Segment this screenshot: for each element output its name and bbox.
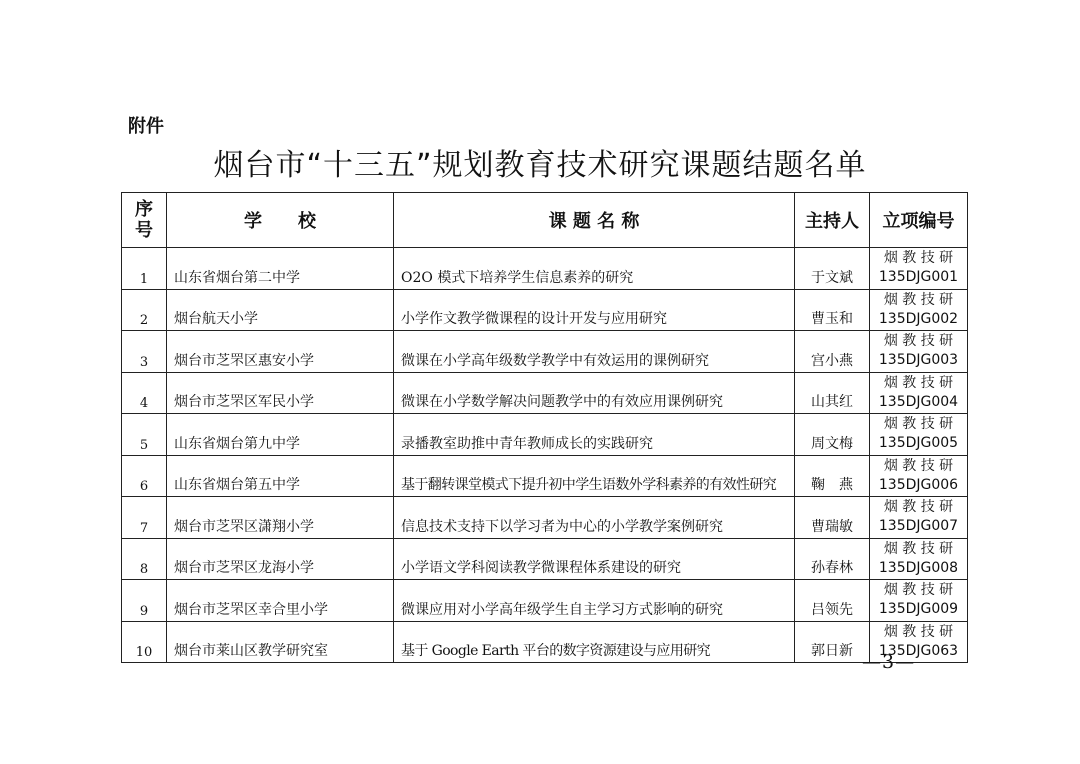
row-code [870,372,968,414]
row-host: 曹瑞敏 [795,497,870,539]
row-seq: 3 [122,331,167,373]
row-topic-text: 基于翻转课堂模式下提升初中学生语数外学科素养的有效性研究 [401,477,777,493]
row-code-number: 135DJG007 [878,518,959,535]
row-host: 周文梅 [795,414,870,456]
row-seq: 6 [122,455,167,497]
row-code-prefix: 烟 教 技 研 [883,499,954,516]
row-code [870,580,968,622]
header-seq-label: 序号 [135,199,153,241]
row-code-prefix: 烟 教 技 研 [883,374,954,391]
row-code [870,289,968,331]
row-code-number: 135DJG008 [878,559,959,576]
row-code-number: 135DJG004 [878,393,959,410]
table-row [122,289,968,331]
document-title: 烟台市“十三五”规划教育技术研究课题结题名单 [213,148,867,183]
row-topic: 信息技术支持下以学习者为中心的小学教学案例研究 [394,497,795,539]
row-code [870,414,968,456]
row-code-prefix: 烟 教 技 研 [883,416,954,433]
row-code-prefix: 烟 教 技 研 [883,250,954,267]
row-seq: 9 [122,580,167,622]
row-code-prefix: 烟 教 技 研 [883,623,954,640]
row-topic: 小学作文教学微课程的设计开发与应用研究 [394,289,795,331]
attachment-label: 附件 [128,116,164,137]
row-topic: 录播教室助推中青年教师成长的实践研究 [394,414,795,456]
row-code-prefix: 烟 教 技 研 [883,333,954,350]
table-row [122,621,968,663]
table-row [122,248,968,290]
row-host: 于文斌 [795,248,870,290]
row-school: 烟台市莱山区教学研究室 [167,621,394,663]
row-school: 山东省烟台第五中学 [167,455,394,497]
row-seq: 1 [122,248,167,290]
row-code [870,248,968,290]
row-code-number: 135DJG001 [878,269,959,286]
row-school: 山东省烟台第九中学 [167,414,394,456]
row-topic [394,455,795,497]
row-code-prefix: 烟 教 技 研 [883,457,954,474]
row-school: 山东省烟台第二中学 [167,248,394,290]
table-row [122,372,968,414]
row-seq: 10 [122,621,167,663]
row-seq: 5 [122,414,167,456]
row-code [870,455,968,497]
row-seq: 8 [122,538,167,580]
row-topic: 小学语文学科阅读教学微课程体系建设的研究 [394,538,795,580]
row-host: 孙春林 [795,538,870,580]
table-row [122,455,968,497]
page-number: —3— [862,651,916,673]
row-host: 宫小燕 [795,331,870,373]
row-code [870,538,968,580]
row-host: 曹玉和 [795,289,870,331]
table-row [122,414,968,456]
row-host: 鞠 燕 [795,455,870,497]
table-row [122,331,968,373]
row-topic [394,621,795,663]
row-seq: 7 [122,497,167,539]
row-code-number: 135DJG003 [878,352,959,369]
row-topic: O2O 模式下培养学生信息素养的研究 [394,248,795,290]
row-code-prefix: 烟 教 技 研 [883,291,954,308]
row-code-number: 135DJG063 [878,642,959,659]
row-host: 吕领先 [795,580,870,622]
row-school: 烟台市芝罘区龙海小学 [167,538,394,580]
header-seq [122,193,167,248]
header-code: 立项编号 [870,193,968,248]
row-code-prefix: 烟 教 技 研 [883,540,954,557]
table-row [122,580,968,622]
row-school: 烟台市芝罘区惠安小学 [167,331,394,373]
row-code-number: 135DJG006 [878,476,959,493]
table-header-row [122,193,968,248]
row-code [870,497,968,539]
row-school: 烟台市芝罘区幸合里小学 [167,580,394,622]
row-school: 烟台航天小学 [167,289,394,331]
header-topic: 课 题 名 称 [394,193,795,248]
row-code-prefix: 烟 教 技 研 [883,582,954,599]
row-topic: 微课在小学高年级数学教学中有效运用的课例研究 [394,331,795,373]
row-topic: 微课应用对小学高年级学生自主学习方式影响的研究 [394,580,795,622]
row-host: 郭日新 [795,621,870,663]
row-topic-text: 基于 Google Earth 平台的数字资源建设与应用研究 [401,643,711,659]
row-seq: 2 [122,289,167,331]
row-topic: 微课在小学数学解决问题教学中的有效应用课例研究 [394,372,795,414]
row-host: 山其红 [795,372,870,414]
table-row [122,538,968,580]
row-code [870,331,968,373]
table-row [122,497,968,539]
row-school: 烟台市芝罘区潇翔小学 [167,497,394,539]
project-list-table [121,192,968,663]
row-code-number: 135DJG005 [878,435,959,452]
row-code-number: 135DJG009 [878,601,959,618]
header-school: 学 校 [167,193,394,248]
row-school: 烟台市芝罘区军民小学 [167,372,394,414]
row-code-number: 135DJG002 [878,310,959,327]
row-seq: 4 [122,372,167,414]
header-host: 主持人 [795,193,870,248]
